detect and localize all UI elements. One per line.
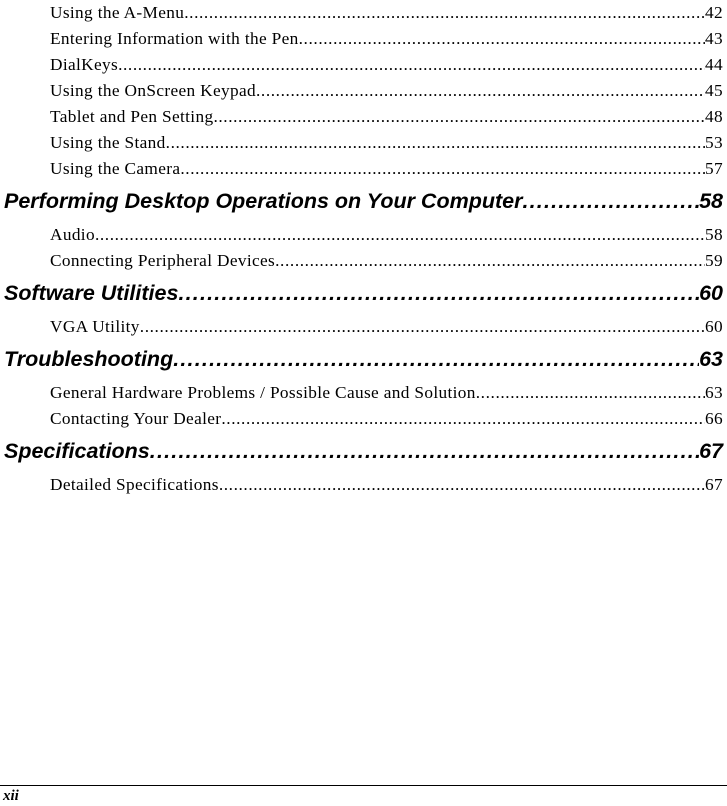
toc-entry-title: Using the A-Menu [50, 3, 185, 22]
toc-entry[interactable] [0, 156, 727, 182]
toc-entry-page: 66 [705, 409, 723, 428]
dot-leader [476, 380, 705, 406]
toc-entry-page: 59 [705, 251, 723, 270]
toc-chapter-heading[interactable] [0, 436, 727, 467]
toc-entry[interactable] [0, 26, 727, 52]
dot-leader [118, 52, 705, 78]
footer-divider [0, 785, 727, 786]
toc-entry[interactable] [0, 0, 727, 26]
dot-leader [219, 472, 705, 498]
dot-leader [213, 104, 705, 130]
dot-leader [256, 78, 705, 104]
toc-entry[interactable] [0, 130, 727, 156]
dot-leader [299, 26, 705, 52]
toc-entry[interactable] [0, 406, 727, 432]
toc-entry-title: Using the Camera [50, 159, 181, 178]
toc-chapter-page: 60 [699, 281, 723, 305]
dot-leader [150, 436, 699, 467]
page-number: xii [3, 788, 19, 804]
toc-entry-page: 60 [705, 317, 723, 336]
toc-chapter-heading[interactable] [0, 278, 727, 309]
dot-leader [166, 130, 705, 156]
dot-leader [221, 406, 705, 432]
toc-entry-title: Tablet and Pen Setting [50, 107, 214, 126]
toc-entry-page: 48 [705, 107, 723, 126]
toc-entry-title: Detailed Specifications [50, 475, 219, 494]
toc-entry-page: 58 [705, 225, 723, 244]
toc-entry-page: 45 [705, 81, 723, 100]
toc-chapter-page: 63 [699, 347, 723, 371]
toc-entry-title: VGA Utility [50, 317, 140, 336]
toc-entry[interactable] [0, 380, 727, 406]
toc-chapter-title: Performing Desktop Operations on Your Computer [4, 189, 523, 213]
toc-chapter-page: 58 [699, 189, 723, 213]
toc-entry-page: 57 [705, 159, 723, 178]
toc-entry-page: 53 [705, 133, 723, 152]
toc-entry[interactable] [0, 222, 727, 248]
toc-entry-title: Using the Stand [50, 133, 166, 152]
dot-leader [184, 0, 705, 26]
toc-chapter-title: Software Utilities [4, 281, 179, 305]
toc-entry-title: General Hardware Problems / Possible Cause and Solution [50, 383, 476, 402]
toc-entry[interactable] [0, 248, 727, 274]
dot-leader [522, 186, 699, 217]
toc-entry-title: Audio [50, 225, 95, 244]
toc-chapter-page: 67 [699, 439, 723, 463]
toc-chapter-heading[interactable] [0, 344, 727, 375]
toc-entry-title: Entering Information with the Pen [50, 29, 299, 48]
toc-entry[interactable] [0, 78, 727, 104]
dot-leader [95, 222, 705, 248]
toc-entry-title: DialKeys [50, 55, 119, 74]
toc-entry[interactable] [0, 52, 727, 78]
dot-leader [140, 314, 705, 340]
toc-chapter-title: Specifications [4, 439, 150, 463]
toc-entry-title: Connecting Peripheral Devices [50, 251, 276, 270]
dot-leader [178, 278, 699, 309]
toc-chapter-heading[interactable] [0, 186, 727, 217]
toc-entry-title: Using the OnScreen Keypad [50, 81, 256, 100]
dot-leader [180, 156, 705, 182]
toc-entry-page: 67 [705, 475, 723, 494]
toc-entry[interactable] [0, 104, 727, 130]
toc-entry-page: 63 [705, 383, 723, 402]
dot-leader [275, 248, 705, 274]
toc-entry-page: 43 [705, 29, 723, 48]
dot-leader [173, 344, 699, 375]
toc-entry-page: 44 [705, 55, 723, 74]
toc-entry-title: Contacting Your Dealer [50, 409, 222, 428]
toc-entry[interactable] [0, 472, 727, 498]
toc-entry-page: 42 [705, 3, 723, 22]
toc-entry[interactable] [0, 314, 727, 340]
toc-chapter-title: Troubleshooting [4, 347, 174, 371]
